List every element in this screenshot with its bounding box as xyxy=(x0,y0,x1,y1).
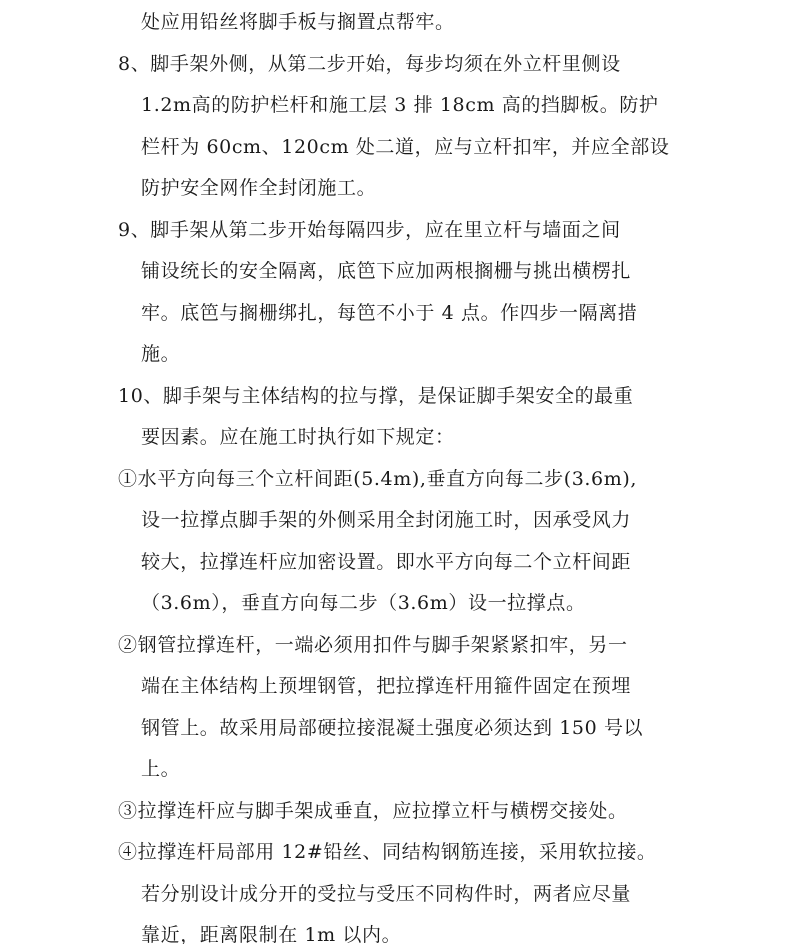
text-line: 施。 xyxy=(141,343,181,365)
text-line: 较大，拉撑连杆应加密设置。即水平方向每二个立杆间距 xyxy=(141,551,632,573)
text-line: 靠近，距离限制在 1m 以内。 xyxy=(141,924,402,944)
text-line: 栏杆为 60cm、120cm 处二道，应与立杆扣牢，并应全部设 xyxy=(141,136,670,158)
text-line: 上。 xyxy=(141,758,181,780)
text-line: 1.2m高的防护栏杆和施工层 3 排 18cm 高的挡脚板。防护 xyxy=(141,94,659,116)
text-line: （3.6m），垂直方向每二步（3.6m）设一拉撑点。 xyxy=(141,592,586,614)
item-9-line: 9、脚手架从第二步开始每隔四步，应在里立杆与墙面之间 xyxy=(118,219,621,241)
text-line: 设一拉撑点脚手架的外侧采用全封闭施工时，因承受风力 xyxy=(141,509,632,531)
text-line: 钢管上。故采用局部硬拉接混凝土强度必须达到 150 号以 xyxy=(141,717,644,739)
item-8-line: 8、脚手架外侧，从第二步开始，每步均须在外立杆里侧设 xyxy=(118,53,621,75)
text-line: 防护安全网作全封闭施工。 xyxy=(141,177,377,199)
text-line: 铺设统长的安全隔离，底笆下应加两根搁栅与挑出横楞扎 xyxy=(141,260,632,282)
item-10-line: 10、脚手架与主体结构的拉与撑，是保证脚手架安全的最重 xyxy=(118,385,634,407)
text-line: 牢。底笆与搁栅绑扎，每笆不小于 4 点。作四步一隔离措 xyxy=(141,302,638,324)
sub-item-1-line: ①水平方向每三个立杆间距(5.4m),垂直方向每二步(3.6m), xyxy=(118,468,637,490)
text-line: 若分别设计成分开的受拉与受压不同构件时，两者应尽量 xyxy=(141,883,632,905)
text-line: 端在主体结构上预埋钢管，把拉撑连杆用箍件固定在预埋 xyxy=(141,675,632,697)
sub-item-4-line: ④拉撑连杆局部用 12#铅丝、同结构钢筋连接，采用软拉接。 xyxy=(118,841,657,863)
sub-item-3-line: ③拉撑连杆应与脚手架成垂直，应拉撑立杆与横楞交接处。 xyxy=(118,800,628,822)
text-line: 处应用铅丝将脚手板与搁置点帮牢。 xyxy=(141,11,455,33)
text-line: 要因素。应在施工时执行如下规定： xyxy=(141,426,455,448)
sub-item-2-line: ②钢管拉撑连杆，一端必须用扣件与脚手架紧紧扣牢，另一 xyxy=(118,634,628,656)
